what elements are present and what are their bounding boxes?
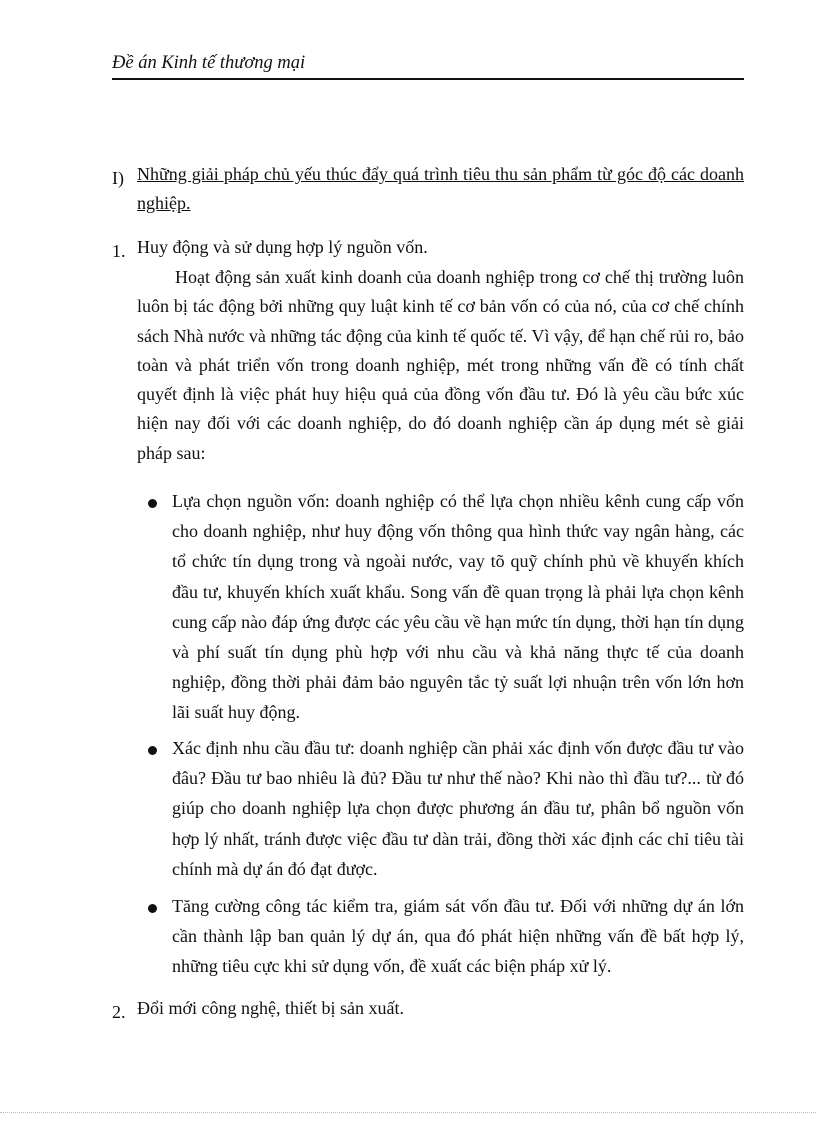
bullet-text: Lựa chọn nguồn vốn: doanh nghiệp có thể lựa chọn nhiều kênh cung cấp vốn cho doanh nghiệp, như huy động vốn thông qua hình thức vay ngân hàng, các tổ chức tín dụng trong và ngoài nước, vay tõ quỹ chính phủ về khuyến khích đầu tư, khuyến khích xuất khẩu. Song vấn đề quan trọng là phải lựa chọn kênh cung cấp nào đáp ứng được các yêu cầu về hạn mức tín dụng, thời hạn tín dụng và phí suất tín dụng phù hợp với nhu cầu và khả năng thực tế của doanh nghiệp, đồng thời phải đảm bảo nguyên tắc tỷ suất lợi nhuận trên vốn lớn hơn lãi suất huy động. xyxy=(172,491,744,723)
page-header: Đề án Kinh tế thương mại xyxy=(112,50,744,80)
section-title: Những giải pháp chủ yếu thúc đẩy quá trình tiêu thu sản phẩm từ góc độ các doanh nghiệp. xyxy=(137,164,744,213)
bullet-text: Tăng cường công tác kiểm tra, giám sát vốn đầu tư. Đối với những dự án lớn cần thành lập ban quản lý dự án, qua đó phát hiện những vấn đề bất hợp lý, những tiêu cực khi sử dụng vốn, đề xuất các biện pháp xử lý. xyxy=(172,896,744,977)
body-paragraph: Hoạt động sản xuất kinh doanh của doanh nghiệp trong cơ chế thị trường luôn luôn bị tác động bởi những quy luật kinh tế cơ bản vốn có của nó, của cơ chế chính sách Nhà nước và những tác động của kinh tế quốc tế. Vì vậy, để hạn chế rủi ro, bảo toàn và phát triển vốn trong doanh nghiệp, mét trong những vấn đề có tính chất quyết định là việc phát huy hiệu quả của đồng vốn đầu tư. Đó là yêu cầu bức xúc hiện nay đối với các doanh nghiệp, do đó doanh nghiệp cần áp dụng mét sè giải pháp sau: xyxy=(137,267,744,463)
page-bottom-divider xyxy=(0,1112,816,1113)
subsection-title: Đổi mới công nghệ, thiết bị sản xuất. xyxy=(137,998,404,1018)
subsection-number: 2. xyxy=(112,1002,126,1022)
subsection-title: Huy động và sử dụng hợp lý nguồn vốn. xyxy=(137,237,428,257)
subsection-number: 1. xyxy=(112,241,126,261)
section-number: I) xyxy=(112,168,124,188)
bullet-icon xyxy=(148,746,157,755)
bullet-text: Xác định nhu cầu đầu tư: doanh nghiệp cần phải xác định vốn được đầu tư vào đâu? Đầu tư bao nhiêu là đủ? Đầu tư như thế nào? Khi nào thì đầu tư?... từ đó giúp cho doanh nghiệp lựa chọn được phương án đầu tư, phân bổ nguồn vốn hợp lý nhất, tránh được việc đầu tư dàn trải, đồng thời xác định các chỉ tiêu tài chính mà dự án đó đạt được. xyxy=(172,738,744,879)
bullet-icon xyxy=(148,499,157,508)
bullet-icon xyxy=(148,904,157,913)
